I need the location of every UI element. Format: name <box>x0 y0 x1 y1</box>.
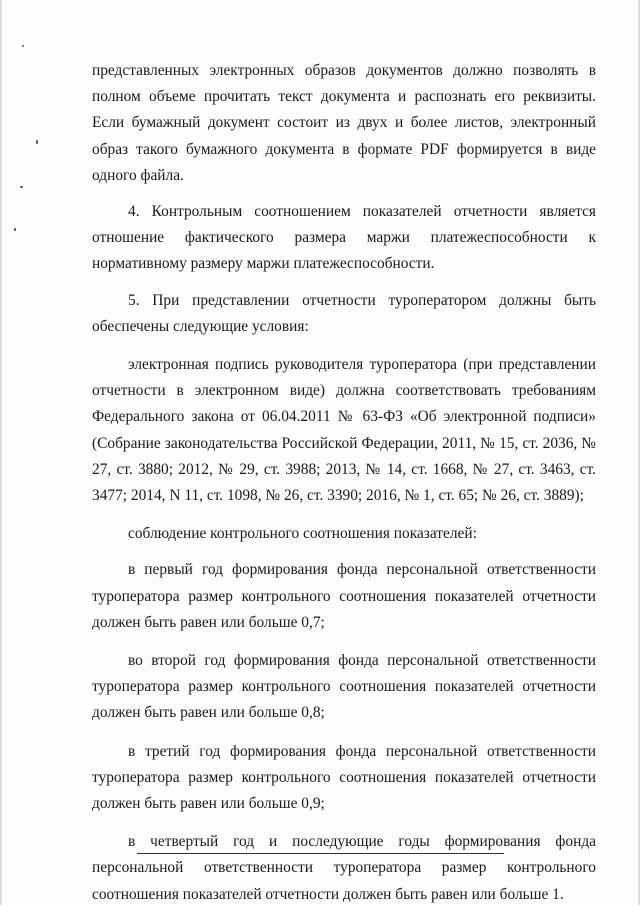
document-body <box>92 58 596 908</box>
paragraph-item-5: 5. При представлении отчетности туроператором должны быть обеспечены следующие условия: <box>92 291 596 335</box>
paragraph-year-2: во второй год формирования фонда персональной ответственности туроператора размер контрольного соотношения показателей отчетности должен быть равен или больше 0,8; <box>92 652 596 722</box>
scan-left-edge <box>0 0 2 905</box>
paragraph-signature-condition: электронная подпись руководителя туроператора (при представлении отчетности в электронном виде) должна соответствовать требованиям Федерального закона от 06.04.2011 № 63-ФЗ «Об электронной подписи» (Собрание законодательства Российской Федерации, 2011, № 15, ст. 2036, № 27, ст. 3880; 2012, № 29, ст. 3988; 2013, № 14, ст. 1668, № 27, ст. 3463, ст. 3477; 2014, N 11, ст. 1098, № 26, ст. 3390; 2016, № 1, ст. 65; № 26, ст. 3889); <box>92 356 596 505</box>
scan-speck <box>36 140 38 144</box>
paragraph-continuation: представленных электронных образов документов должно позволять в полном объеме прочитать текст документа и распознать его реквизиты. Если бумажный документ состоит из двух и более листов, электронный образ такого бумажного документа в формате PDF формируется в виде одного файла. <box>92 62 596 184</box>
paragraph-year-4: в четвертый год и последующие годы формирования фонда персональной ответственности туроператора размер контрольного соотношения показателей отчетности должен быть равен или больше 1. <box>92 833 596 903</box>
paragraph-ratio-condition: соблюдение контрольного соотношения показателей: <box>128 525 477 543</box>
footer-rule <box>137 853 504 854</box>
paragraph-year-3: в третий год формирования фонда персональной ответственности туроператора размер контрольного соотношения показателей отчетности должен быть равен или больше 0,9; <box>92 742 596 813</box>
scan-speck <box>22 45 24 47</box>
scan-speck <box>20 186 23 188</box>
scan-speck <box>14 228 16 231</box>
paragraph-item-4: 4. Контрольным соотношением показателей отчетности является отношение фактического размера маржи платежеспособности к нормативному размеру маржи платежеспособности. <box>92 203 596 273</box>
paragraph-year-1: в первый год формирования фонда персональной ответственности туроператора размер контрольного соотношения показателей отчетности должен быть равен или больше 0,7; <box>92 561 596 631</box>
